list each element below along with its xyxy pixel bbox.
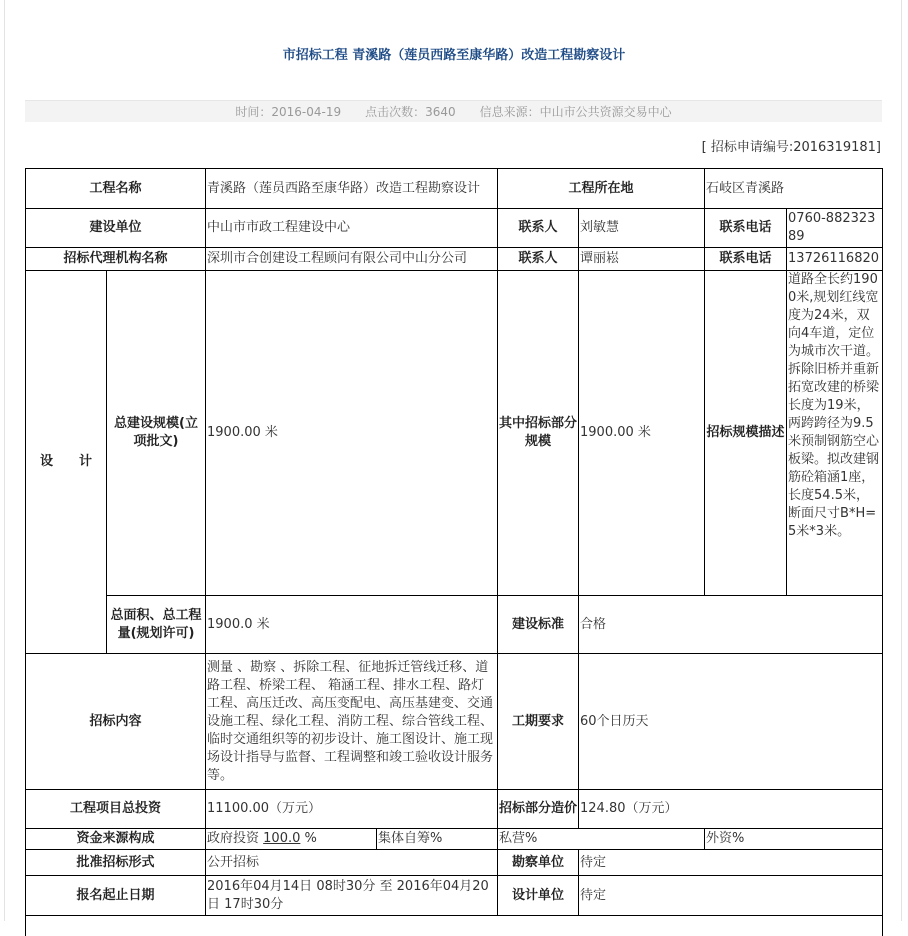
agency-contact-label: 联系人 <box>498 248 579 271</box>
table-row <box>26 209 883 248</box>
reg-date-label: 报名起止日期 <box>26 876 206 916</box>
tender-info-table <box>25 168 883 936</box>
table-row <box>26 248 883 271</box>
standard: 合格 <box>579 596 883 654</box>
table-row <box>26 790 883 829</box>
project-name: 青溪路（莲员西路至康华路）改造工程勘察设计 <box>206 169 498 209</box>
design-label: 设 计 <box>26 271 107 654</box>
builder-contact-label: 联系人 <box>498 209 579 248</box>
table-row <box>26 850 883 876</box>
design-unit: 待定 <box>579 876 883 916</box>
meta-bar <box>25 100 882 122</box>
agency-contact: 谭丽崧 <box>579 248 705 271</box>
standard-label: 建设标准 <box>498 596 579 654</box>
design-unit-label: 设计单位 <box>498 876 579 916</box>
approval-label: 批准招标形式 <box>26 850 206 876</box>
project-name-label: 工程名称 <box>26 169 206 209</box>
funding-gov-suffix: % <box>300 831 317 846</box>
table-continuation <box>26 916 883 936</box>
content: 测量 、勘察 、拆除工程、征地拆迁管线迁移、道路工程、桥梁工程、 箱涵工程、排水工程、路灯工程、高压迁改、高压变配电、高压基建变、交通设施工程、绿化工程、消防工程、综合管线工程、临时交通组织等的初步设计、施工图设计、施工现场设计指导与监督、工程调整和竣工验收设计服务等。 <box>206 654 498 790</box>
survey-unit-label: 勘察单位 <box>498 850 579 876</box>
total-invest-label: 工程项目总投资 <box>26 790 206 829</box>
content-label: 招标内容 <box>26 654 206 790</box>
bid-part-scale: 1900.00 米 <box>579 271 705 596</box>
funding-collective: 集体自筹% <box>378 831 443 846</box>
click-count: 点击次数：3640 <box>365 105 456 119</box>
info-source: 信息来源：中山市公共资源交易中心 <box>479 105 672 119</box>
table-row <box>26 654 883 790</box>
agency-phone-label: 联系电话 <box>705 248 787 271</box>
table-row <box>26 169 883 209</box>
table-row <box>26 271 883 596</box>
builder-phone-label: 联系电话 <box>705 209 787 248</box>
bid-part-scale-label: 其中招标部分规模 <box>498 271 579 596</box>
publish-time: 时间：2016-04-19 <box>235 105 342 119</box>
table-row <box>26 829 883 850</box>
total-scale-label: 总建设规模(立项批文) <box>107 271 206 596</box>
builder-contact: 刘敏慧 <box>579 209 705 248</box>
location: 石岐区青溪路 <box>705 169 883 209</box>
page-title: 市招标工程 青溪路（莲员西路至康华路）改造工程勘察设计 <box>282 48 626 63</box>
table-row <box>26 876 883 916</box>
location-label: 工程所在地 <box>498 169 705 209</box>
builder-label: 建设单位 <box>26 209 206 248</box>
scale-desc: 道路全长约1900米,规划红线宽度为24米，双向4车道，定位为城市次干道。拆除旧桥并重新拓宽改建的桥梁长度为19米，两跨跨径为9.5米预制钢筋空心板梁。拟改建钢筋砼箱涵1座，长度54.5米，断面尺寸B*H=5米*3米。 <box>787 271 883 596</box>
area-label: 总面积、总工程量(规划许可) <box>107 596 206 654</box>
agency-label: 招标代理机构名称 <box>26 248 206 271</box>
bid-part-price: 124.80（万元） <box>579 790 883 829</box>
builder: 中山市市政工程建设中心 <box>206 209 498 248</box>
agency: 深圳市合创建设工程顾问有限公司中山分公司 <box>206 248 498 271</box>
funding-gov-prefix: 政府投资 <box>207 831 264 846</box>
table-row <box>26 596 883 654</box>
builder-phone: 0760-88232389 <box>787 209 883 248</box>
scale-desc-label: 招标规模描述 <box>705 271 787 596</box>
funding-private: 私营% <box>498 829 705 850</box>
funding-gov <box>206 829 377 849</box>
survey-unit: 待定 <box>579 850 883 876</box>
funding-split <box>206 829 498 850</box>
total-scale: 1900.00 米 <box>206 271 498 596</box>
approval: 公开招标 <box>206 850 498 876</box>
funding-label: 资金来源构成 <box>26 829 206 850</box>
reg-date: 2016年04月14日 08时30分 至 2016年04月20日 17时30分 <box>206 876 498 916</box>
table-row <box>26 916 883 936</box>
total-invest: 11100.00（万元） <box>206 790 498 829</box>
period-label: 工期要求 <box>498 654 579 790</box>
period: 60个日历天 <box>579 654 883 790</box>
agency-phone: 13726116820 <box>787 248 883 271</box>
bid-part-price-label: 招标部分造价 <box>498 790 579 829</box>
funding-foreign: 外资% <box>705 829 883 850</box>
application-number: [ 招标申请编号:2016319181] <box>701 140 881 155</box>
funding-gov-value: 100.0 <box>263 831 301 846</box>
area: 1900.0 米 <box>206 596 498 654</box>
